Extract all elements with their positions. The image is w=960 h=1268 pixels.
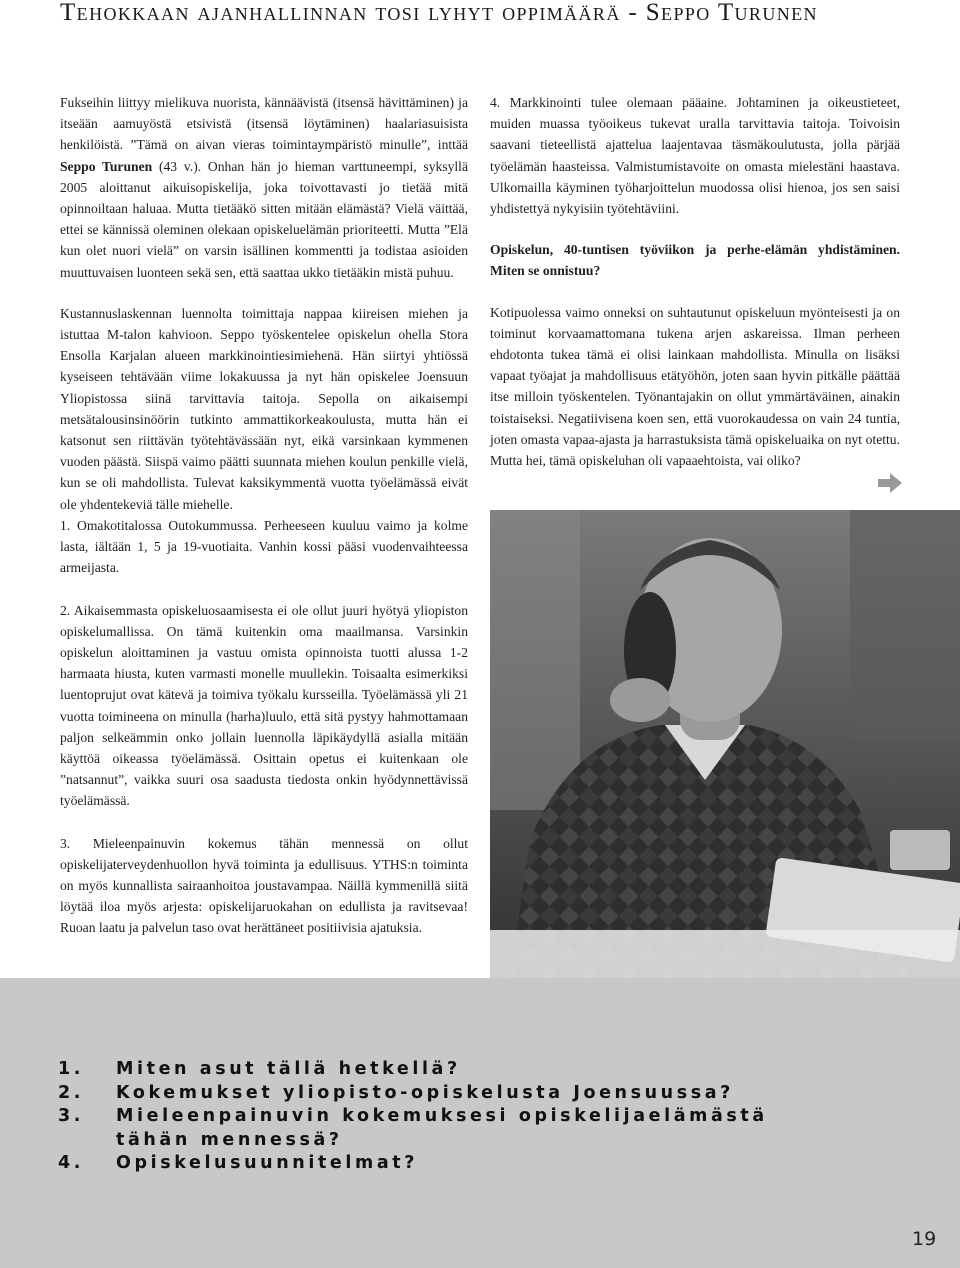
question-text: Kokemukset yliopisto-opiskelusta Joensuussa? <box>116 1082 734 1103</box>
question-number: 3. <box>58 1106 85 1127</box>
right-arrow-icon <box>876 470 904 496</box>
answer-5: Kotipuolessa vaimo onneksi on suhtautunut opiskeluun myönteisesti ja on toiminut korvaamattomana tukena arjen askareissa. Ilman perheen ehdotonta tukea tämä ei olisi lainkaan mahdollista. Minulla on lisäksi vapaat työajat ja mahdollisuus etätyöhön, joten saan hyvin pitkälle päättää itse milloin työskentelen. Työnantajakin on ollut ymmärtäväinen, ainakin toistaiseksi. Negatiivisena koen sen, että vuorokaudessa on vain 24 tuntia, joten omasta vapaa-ajasta ja harrastuksista tämä opiskeluaika on nyt otettu. Mutta hei, tämä opiskeluhan oli vapaaehtoista, vai oliko? <box>490 304 900 469</box>
question-number: 4. <box>58 1153 85 1174</box>
question-item <box>58 1152 858 1176</box>
answer-4: 4. Markkinointi tulee olemaan pääaine. Johtaminen ja oikeustieteet, muiden muassa työoikeus tukevat uralla tarvittavia taitoja. Toivoisin saavani tieteellistä ajattelua laajentavaa täsmäkoulutusta, jolla pärjää työelämän haasteissa. Valmistumistavoite on omasta mielestäni haastava. Ulkomailla käyminen työharjoittelun muodossa olisi hienoa, jos sen saisi yhdistettyä nykyisiin työtehtäviini. <box>490 95 900 217</box>
question-number: 2. <box>58 1082 85 1103</box>
question-item <box>58 1082 858 1106</box>
question-item <box>58 1058 858 1082</box>
questions-list <box>58 1058 858 1176</box>
intro-text-b: (43 v.). Onhan hän jo hieman varttuneempi, syksyllä 2005 aloittanut aikuisopiskelija, joka toivottavasti jo tietää mitä opinnoiltaan haluaa. Mutta tietääkö sitten mitään elämästä? Vielä väittää, ettei se kännissä oleminen olekaan opiskeluelämän prioriteetti. Mutta ”Elä kun olet nuori vielä” on varsin isällinen kommentti ja todistaa asioiden muuttuvaisen luonteen sekä sen, että saattaa ukko tietääkin mistä puhuu. <box>60 158 468 280</box>
answer-2: 2. Aikaisemmasta opiskeluosaamisesta ei ole ollut juuri hyötyä yliopiston opiskelumallissa. On tämä kuitenkin oma maailmansa. Varsinkin opiskelun aloittaminen ja vastuu omista opinnoista tuotti alussa 1-2 harmaata hiusta, kuten varmasti monelle muullekin. Toisaalta esimerkiksi luentoprujut ovat kätevä ja toimiva työkalu kursseilla. Työelämässä yli 21 vuotta toimineena on minulla (harha)luulo, että sitä pystyy hahmottamaan paljon selkeämmin onko jollain luennolla läpikäydyllä asialla mitään käyttöä oikeassa työelämässä. Osittain opetus ei kuitenkaan ole ”natsannut”, vaikka suuri osa saadusta tiedosta onkin hyödynnettävissä työelämässä. <box>60 602 468 809</box>
intro-text-a: Fukseihin liittyy mielikuva nuorista, kännäävistä (itsensä hävittäminen) ja itseään aamuyöstä etsivistä (itsensä löytäminen) haalariasuisista henkilöistä. ”Tämä on aivan vieras toimintaympäristö minulle”, inttää <box>60 95 468 153</box>
question-item <box>58 1105 858 1152</box>
subheading-question: Opiskelun, 40-tuntisen työviikon ja perhe-elämän yhdistäminen. Miten se onnistuu? <box>490 242 900 279</box>
question-number: 1. <box>58 1059 85 1079</box>
answers-column <box>60 515 468 960</box>
page-title: Tehokkaan ajanhallinnan tosi lyhyt oppimäärä - Seppo Turunen <box>60 0 818 26</box>
question-text: Mieleenpainuvin kokemuksesi opiskelijaelämästä tähän mennessä? <box>116 1106 768 1150</box>
answer-1: 1. Omakotitalossa Outokummussa. Perheeseen kuuluu vaimo ja kolme lasta, iältään 1, 5 ja 19-vuotiaita. Vanhin kossi pääsi vuodenvaihteessa armeijasta. <box>60 518 468 576</box>
question-text: Miten asut tällä hetkellä? <box>116 1059 461 1079</box>
intro-paragraph-1 <box>60 92 468 283</box>
intro-column <box>60 92 468 535</box>
right-column <box>490 92 900 491</box>
intro-paragraph-2: Kustannuslaskennan luennolta toimittaja nappaa kiireisen miehen ja istuttaa M-talon kahvioon. Seppo työskentelee opiskelun ohella Stora Ensolla Karjalan alueen markkinointiesimiehenä. Hän siirtyi yhtiössä kyseiseen tehtävään viime lokakuussa ja nyt hän opiskelee Joensuun Yliopistossa siinä tarvittavia taitoja. Sepolla on aikaisempi metsätalousinsinöörin tutkinto ammattikorkeakoulusta, mutta hän ei katsonut sen riittävän työtehtävässään nyt, eikä varsinkaan kymmenen vuoden päästä. Siispä vaimo päätti suunnata miehen koulun penkille vielä, kun se oli mahdollista. Tulevat kaksikymmentä vuotta työelämässä eivät ole yhdentekeviä tälle miehelle. <box>60 305 468 512</box>
page-number: 19 <box>912 1228 937 1250</box>
interviewee-name: Seppo Turunen <box>60 158 153 174</box>
answer-3: 3. Mieleenpainuvin kokemus tähän mennessä on ollut opiskelijaterveydenhuollon hyvä toiminta ja edullisuus. YTHS:n toiminta on myös kunnallista sairaanhoitoa joustavampaa. Näillä kymmenillä siitä löytää iloa myös arjesta: opiskelijaruokahan on edullista ja ravitsevaa! Ruoan laatu ja palvelun taso ovat herättäneet positiivisia ajatuksia. <box>60 835 468 936</box>
question-text: Opiskelusuunnitelmat? <box>116 1153 418 1174</box>
portrait-photo <box>490 510 960 978</box>
